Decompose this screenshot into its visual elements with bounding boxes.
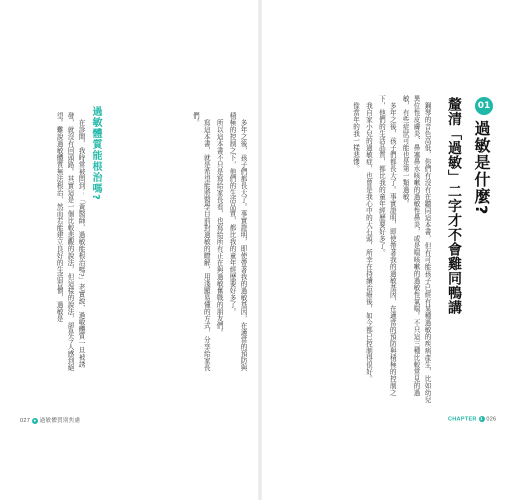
chapter-label: CHAPTER <box>448 416 477 423</box>
book-title: 過敏體質別焦慮 <box>39 418 81 424</box>
left-paragraph: 多年之後，孩子們都長大了。事實證明，即使帶著我的過敏基因，在適當的預防與積極的控制之下，他們的生活品質，都比我的童年經歷要好多了。 <box>228 112 247 372</box>
footer-dot-icon: ● <box>33 417 37 423</box>
right-page-body <box>292 95 432 405</box>
section-number-badge: 01 <box>475 97 493 115</box>
subsection-heading: 過敏體質能根治嗎? <box>90 106 101 201</box>
right-paragraph: 多年之後，孩子們都長大了。事實證明，即使帶著我的過敏基因，在適當的預防與積極的控制之下，他們的生活品質，都比我的童年經歷要好多了。 <box>377 95 397 397</box>
left-page-body-top <box>120 112 248 377</box>
section-title: 過敏是什麼? <box>472 120 491 216</box>
left-page-footer <box>20 416 80 424</box>
left-paragraph: 所以這本書不只是寫給家長看，也寫給所有正在與過敏奮戰的朋友們。 <box>215 119 224 337</box>
right-paragraph: 像當年的我一樣悲慘。 <box>351 102 360 173</box>
left-page-body-bottom <box>20 112 86 377</box>
right-paragraph: 鋼琴的音色高低，你們有沒有在聽同這本書，但有可能孩子已經有某種過敏的疾病產生，比如幼兒異位性皮膚炎、鼻塞鼻水咳嗽的過敏性鼻炎，或是喘咳嗽的過敏性氣喘。不只這三種比較常見的過敏，有些症狀可能也是第一類過敏。 <box>401 95 431 404</box>
left-page-number: 027 <box>20 418 31 424</box>
right-page-footer <box>448 416 496 422</box>
right-paragraph: 我自家小兒的過敏症，也曾是我心中的大石頭，所幸在持續治療後，如今都已控制得很好。 <box>364 102 373 383</box>
left-paragraph: 在診間，我時常被問到：「黃醫師，過敏能根治嗎?」老實說，過敏體質一旦被誘發，就沒有回頭路。其實這是一個比較悲觀的說法，但這樣的說法，卻是今人感到絕望。難說過敏體質無法根治，然而若能建立良好的生活習慣，過敏是 <box>55 112 85 371</box>
left-paragraph: 寫這本書，就是希望能將醫學目前對過敏的瞭解，用淺顯易懂的方式，分享給家長們。 <box>191 112 211 372</box>
section-subtitle: 釐清「過敏」二字才不會雞同鴨講 <box>446 97 462 315</box>
chapter-number: 1 <box>480 416 483 421</box>
right-page-number: 026 <box>486 416 497 423</box>
page-gutter <box>258 0 262 500</box>
